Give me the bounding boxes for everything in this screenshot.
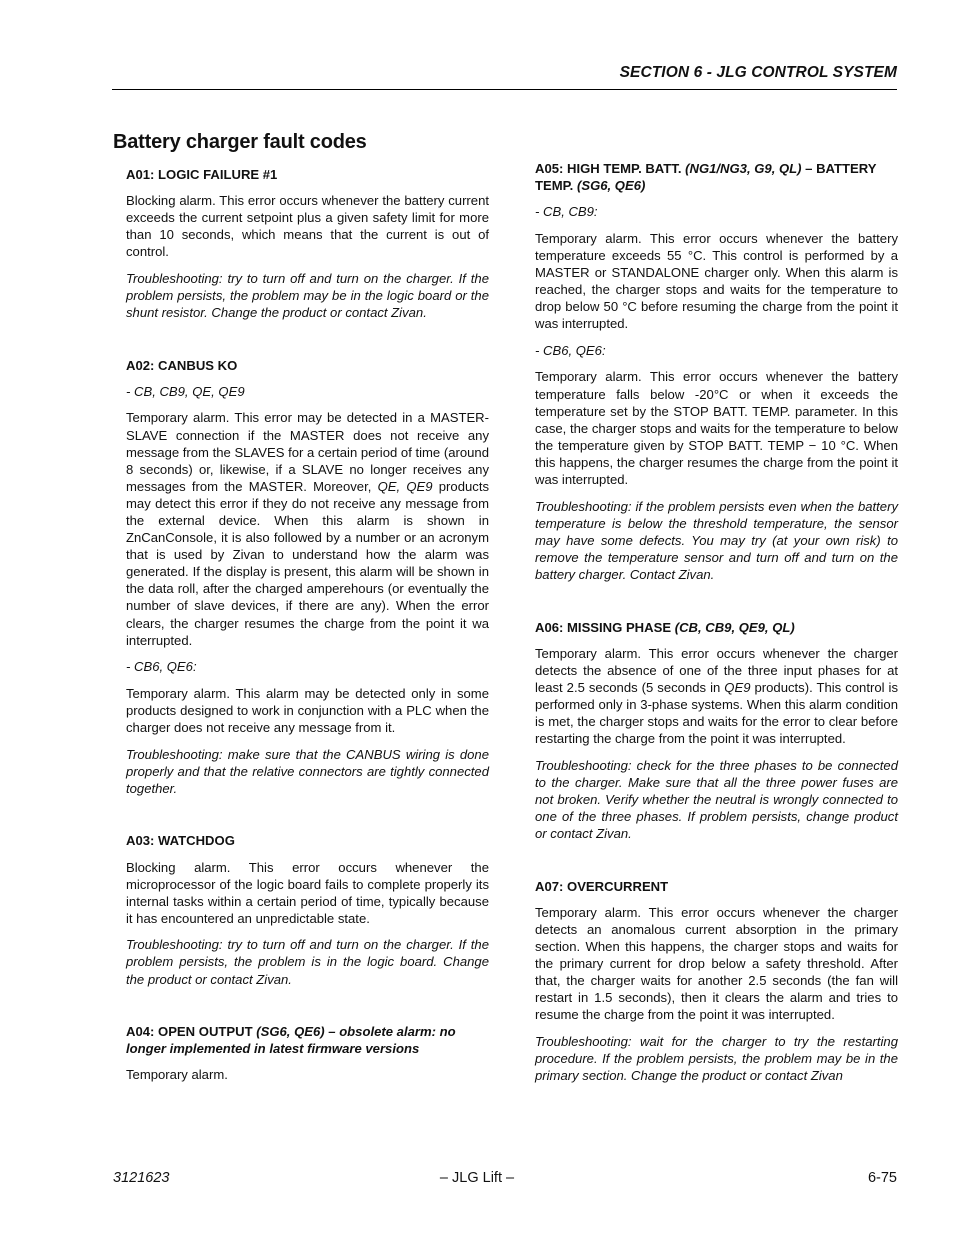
a04-title-a: A04: OPEN OUTPUT [126, 1024, 257, 1040]
a06-title [535, 619, 898, 636]
footer-doc-number: 3121623 [113, 1170, 170, 1186]
a03-troubleshooting: Troubleshooting: try to turn off and turn on the charger. If the problem persists, the problem is in the logic board. Change the product or contact Zivan. [126, 937, 489, 987]
a07-title: A07: OVERCURRENT [535, 878, 669, 894]
a01-body: Blocking alarm. This error occurs whenever the battery current exceeds the current setpoint plus a given safety limit for more than 10 seconds, which means that the current is out of control. [126, 193, 489, 260]
right-column [535, 160, 898, 1094]
a05-body-2: Temporary alarm. This error occurs whenever the battery temperature falls below -20°C or when it exceeds the temperature set by the STOP BATT. TEMP. parameter. In this case, the charger stops and waits for the temperature to below the temperature given by STOP BATT. TEMP − 10 °C. When this happens, the charger resumes the charge from the point it was interrupted. [535, 369, 898, 487]
a05-models-2: - CB6, QE6: [535, 342, 606, 358]
spacer [535, 852, 898, 878]
a07-troubleshooting: Troubleshooting: wait for the charger to try the restarting procedure. If the problem persists, the problem may be in the primary section. Change the product or contact Zivan [535, 1033, 898, 1084]
spacer [126, 806, 489, 832]
a06-troubleshooting: Troubleshooting: check for the three phases to be connected to the charger. Make sure that all the three power fuses are not broken. Verify whether the neutral is wrongly connected to one of the three phases. If problem persists, change product or contact Zivan. [535, 757, 898, 842]
a02-body-2: Temporary alarm. This alarm may be detected only in some products designed to work in conjunction with a PLC when the charger does not receive any message from it. [126, 685, 489, 736]
a03-body: Blocking alarm. This error occurs whenever the microprocessor of the logic board fails to complete properly its internal tasks within a certain period of time, typically because it has encountered an unpredictable state. [126, 859, 489, 926]
a02-body-1a: Temporary alarm. This error may be detected in a MASTER-SLAVE connection if the MASTER does not receive any message from the SLAVES for a certain period of time (around 8 seconds) or, likewise, if a SLAVE no longer receives any messages from the MASTER. Moreover, [126, 410, 489, 494]
spacer [126, 997, 489, 1023]
a04-title [126, 1023, 489, 1057]
a05-title-d: (SG6, QE6) [576, 178, 646, 194]
a02-body-1b: QE, QE9 [377, 478, 433, 494]
footer-page-number: 6-75 [867, 1170, 897, 1186]
a06-body [535, 645, 898, 748]
spacer [535, 593, 898, 619]
a06-title-a: A06: MISSING PHASE [535, 619, 675, 635]
a05-troubleshooting: Troubleshooting: if the problem persists even when the battery temperature is below the threshold temperature, the sensor may have some defects. You may try (at your own risk) to remove the temperature sensor and turn off and turn on the battery charger. Contact Zivan. [535, 498, 898, 582]
a02-body-1c: products may detect this error if they do not receive any message from the external device. When this alarm is shown in ZnCanConsole, it is also followed by a number or an acronym that is used by Zivan to understand how the alarm was generated. If the display is present, this alarm will be shown in the data roll, after the charged amperehours (or eventually the number of slave devices, if there are any). When the error clears, the charger resumes the charge from the point it wa interrupted. [126, 478, 489, 648]
left-column [126, 166, 489, 1093]
a02-body-1 [126, 409, 489, 648]
a05-title-a: A05: HIGH TEMP. BATT. [535, 161, 686, 176]
a05-title [535, 160, 898, 194]
a02-title: A02: CANBUS KO [126, 357, 238, 373]
a03-title: A03: WATCHDOG [126, 833, 235, 849]
a01-troubleshooting: Troubleshooting: try to turn off and turn on the charger. If the problem persists, the problem may be in the logic board or the shunt resistor. Change the product or contact Zivan. [126, 270, 489, 321]
a05-title-b: (NG1/NG3, G9, QL) [685, 161, 802, 176]
page-heading: Battery charger fault codes [113, 131, 367, 153]
a06-body-b: QE9 [724, 679, 751, 695]
a01-title: A01: LOGIC FAILURE #1 [126, 167, 278, 182]
spacer [126, 331, 489, 357]
a05-title-c: – BATTERY TEMP. [535, 161, 877, 194]
a05-body-1: Temporary alarm. This error occurs whenever the battery temperature exceeds 55 °C. This control is performed by a MASTER or STANDALONE charger only. When this alarm is reached, the charger stops and waits for the temperature to drop below 50 °C before resuming the charge from the point it was interrupted. [535, 230, 898, 332]
section-header: SECTION 6 - JLG CONTROL SYSTEM [619, 64, 897, 81]
a06-title-b: (CB, CB9, QE9, QL) [674, 619, 795, 635]
a07-body: Temporary alarm. This error occurs whenever the charger detects an anomalous current absorption in the primary section. When this happens, the charger stops and waits for the primary current for drop below a safety threshold. After that, the charger waits for another 2.5 seconds (the fan will restart in 1.5 seconds), then it clears the alarm and tries to resume the charge from the point it was interrupted. [535, 904, 898, 1023]
a04-title-b: (SG6, QE6) – obsolete alarm: no longer implemented in latest firmware versions [126, 1024, 456, 1057]
a02-models-2: - CB6, QE6: [126, 659, 197, 675]
a02-troubleshooting: Troubleshooting: make sure that the CANBUS wiring is done properly and that the relative connectors are tightly connected together. [126, 746, 489, 796]
a06-body-a: Temporary alarm. This error occurs whenever the charger detects the absence of one of the three input phases for at least 2.5 seconds (5 seconds in [535, 645, 898, 695]
a04-body: Temporary alarm. [126, 1067, 228, 1083]
footer-center: – JLG Lift – [439, 1170, 515, 1186]
a02-models-1: - CB, CB9, QE, QE9 [126, 383, 245, 399]
a05-models-1: - CB, CB9: [535, 204, 598, 220]
header-rule [112, 89, 897, 90]
a06-body-c: products). This control is performed only in 3-phase systems. When this alarm condition is met, the charger stops and waits for the error to clear before restarting the charge from the point it was interrupted. [535, 679, 898, 747]
